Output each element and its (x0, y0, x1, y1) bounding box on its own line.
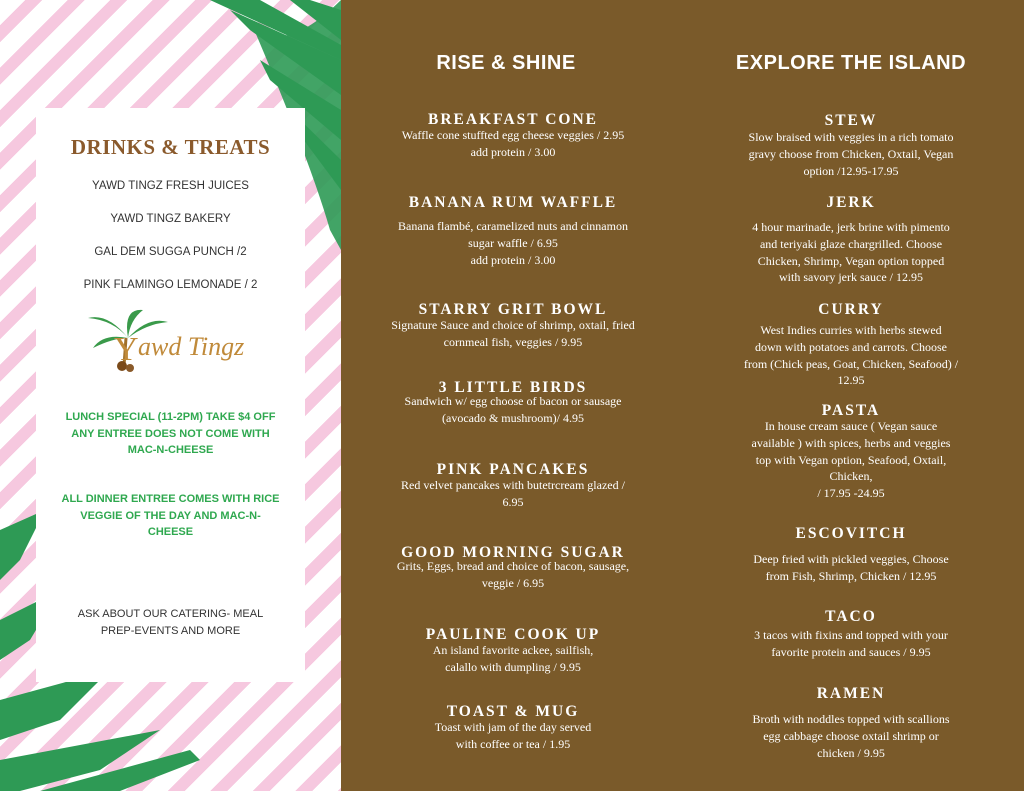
menu-item-desc: Sandwich w/ egg choose of bacon or sausage (avocado & mushroom)/ 4.95 (404, 394, 622, 425)
catering-note: ASK ABOUT OUR CATERING- MEAL PREP-EVENTS AND MORE (77, 608, 264, 637)
menu-item-name: BANANA RUM WAFFLE (408, 194, 618, 211)
drink-item: YAWD TINGZ FRESH JUICES (92, 180, 249, 192)
drinks-treats-card (36, 108, 305, 682)
menu-item-desc: Deep fried with pickled veggies, Choose from Fish, Shrimp, Chicken / 12.95 (753, 552, 949, 583)
menu-item-desc: Broth with noddles topped with scallions egg cabbage choose oxtail shrimp or chicken / 9.95 (752, 712, 950, 760)
menu-item-desc: An island favorite ackee, sailfish, calallo with dumpling / 9.95 (432, 643, 594, 674)
menu-item-desc: In house cream sauce ( Vegan sauce available ) with spices, herbs and veggies top with Vegan option, Seafood, Oxtail, Chicken, / 17.95 -24.95 (751, 419, 951, 501)
menu-item-name: STARRY GRIT BOWL (418, 301, 608, 318)
menu-item-desc: Toast with jam of the day served with coffee or tea / 1.95 (434, 720, 592, 751)
menu-item-desc: Grits, Eggs, bread and choice of bacon, sausage, veggie / 6.95 (396, 559, 630, 590)
yawd-tingz-logo (88, 308, 248, 378)
menu-item-name: STEW (824, 112, 878, 129)
menu-item-name: PASTA (821, 402, 881, 419)
menu-item-name: PAULINE COOK UP (425, 626, 601, 643)
drinks-treats-title: DRINKS & TREATS (70, 135, 271, 159)
menu-item-desc: Red velvet pancakes with butetrcream glazed / 6.95 (401, 478, 625, 509)
menu-item-desc: Banana flambé, caramelized nuts and cinnamon sugar waffle / 6.95 add protein / 3.00 (398, 219, 628, 267)
menu-item-desc: Signature Sauce and choice of shrimp, oxtail, fried cornmeal fish, veggies / 9.95 (391, 318, 635, 349)
menu-item-name: RAMEN (816, 685, 886, 702)
menu-item-name: CURRY (818, 301, 884, 318)
menu-item-desc: Waffle cone stuffted egg cheese veggies / 2.95 add protein / 3.00 (401, 128, 625, 159)
drink-item: PINK FLAMINGO LEMONADE / 2 (83, 279, 258, 291)
left-panel (0, 0, 341, 791)
menu-item-desc: Slow braised with veggies in a rich tomato gravy choose from Chicken, Oxtail, Vegan option /12.95-17.95 (748, 130, 954, 178)
menu-item-name: ESCOVITCH (795, 525, 907, 542)
rise-shine-heading: RISE & SHINE (436, 52, 576, 74)
menu-item-name: GOOD MORNING SUGAR (401, 544, 625, 561)
menu-item-name: JERK (826, 194, 876, 211)
drink-item: YAWD TINGZ BAKERY (110, 213, 231, 225)
drink-item: GAL DEM SUGGA PUNCH /2 (94, 246, 247, 258)
menu-item-name: 3 LITTLE BIRDS (438, 379, 588, 396)
menu-item-name: TACO (825, 608, 877, 625)
logo-text: awd Tingz (138, 332, 245, 361)
menu-item-name: PINK PANCAKES (436, 461, 590, 478)
dinner-note-text: ALL DINNER ENTREE COMES WITH RICE VEGGIE OF THE DAY AND MAC-N-CHEESE (61, 493, 280, 538)
menu-item-desc: 3 tacos with fixins and topped with your favorite protein and sauces / 9.95 (754, 628, 948, 659)
svg-text:Y: Y (114, 331, 139, 368)
explore-island-heading: EXPLORE THE ISLAND (735, 52, 967, 74)
menu-item-name: TOAST & MUG (446, 703, 580, 720)
menu-item-desc: 4 hour marinade, jerk brine with pimento and teriyaki glaze chargrilled. Choose Chicken, Shrimp, Vegan option topped with savory jerk sauce / 12.95 (752, 220, 950, 285)
menu-item-desc: West Indies curries with herbs stewed down with potatoes and carrots. Choose from (Chick peas, Goat, Chicken, Seafood) / 12.95 (743, 323, 959, 388)
menu-item-name: BREAKFAST CONE (428, 111, 598, 128)
lunch-special-text: LUNCH SPECIAL (11-2PM) TAKE $4 OFF ANY ENTREE DOES NOT COME WITH MAC-N-CHEESE (65, 411, 276, 456)
